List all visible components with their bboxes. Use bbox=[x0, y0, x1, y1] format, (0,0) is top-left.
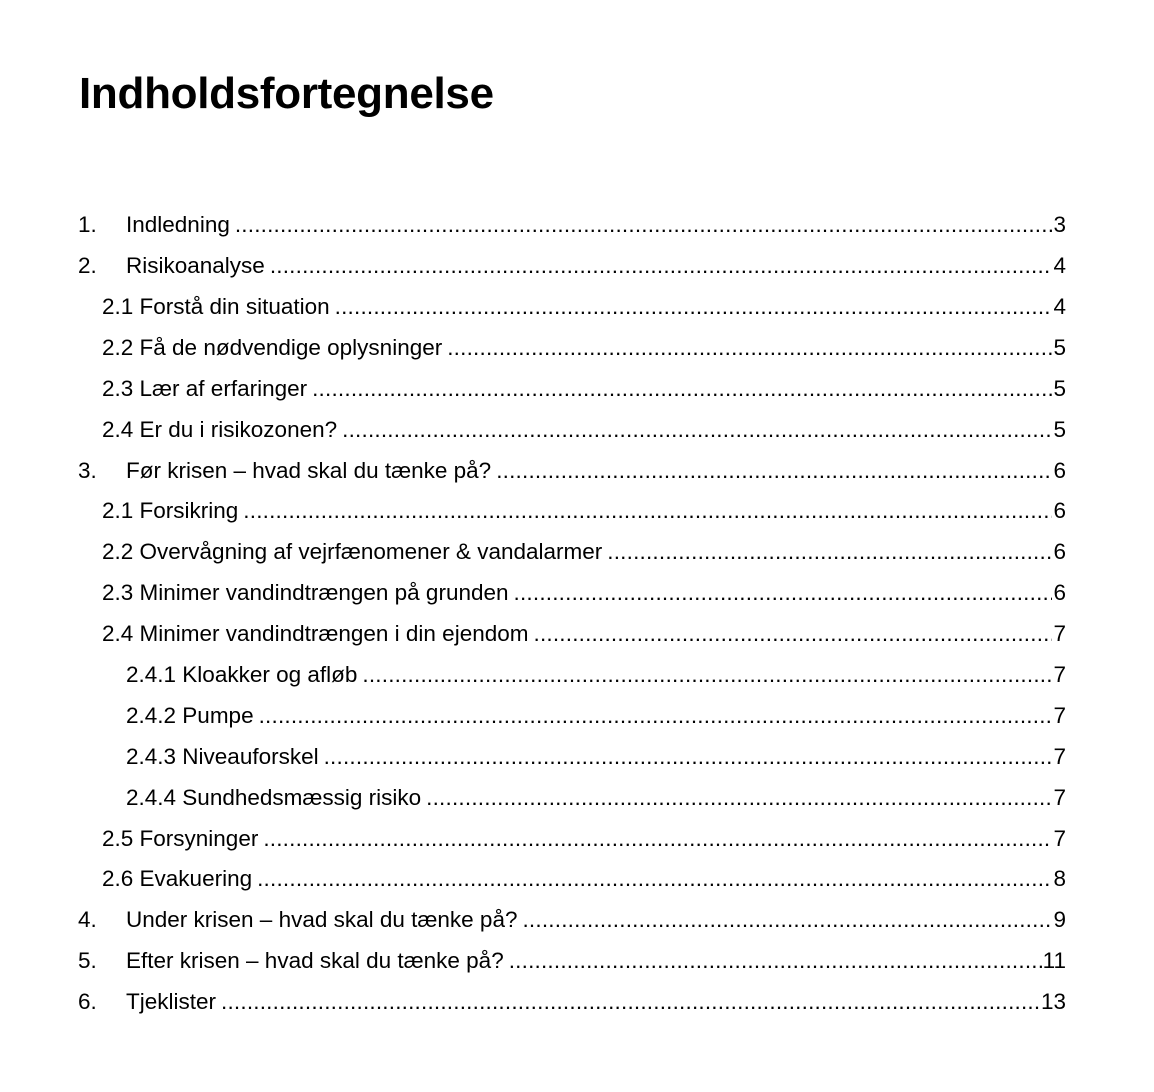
toc-entry[interactable] bbox=[0, 655, 1154, 696]
toc-entry[interactable] bbox=[0, 818, 1154, 859]
toc-entry-page-number: 7 bbox=[1053, 702, 1066, 728]
toc-entry-label: 2.4.3 Niveauforskel bbox=[126, 743, 319, 769]
toc-entry[interactable] bbox=[0, 573, 1154, 614]
toc-entry-number: 6. bbox=[78, 989, 97, 1015]
toc-entry-page-number: 11 bbox=[1042, 948, 1066, 974]
toc-entry-label: Efter krisen – hvad skal du tænke på? bbox=[126, 948, 504, 974]
toc-entry-page-number: 5 bbox=[1053, 375, 1066, 401]
dot-leader bbox=[324, 746, 1053, 769]
toc-entry[interactable] bbox=[0, 409, 1154, 450]
toc-entry-page-number: 8 bbox=[1053, 866, 1066, 892]
dot-leader bbox=[312, 378, 1052, 401]
toc-entry[interactable] bbox=[0, 859, 1154, 900]
toc-entry-label: 2.2 Overvågning af vejrfænomener & vandalarmer bbox=[102, 539, 603, 565]
toc-entry[interactable] bbox=[0, 777, 1154, 818]
toc-entry[interactable] bbox=[0, 287, 1154, 328]
dot-leader bbox=[342, 419, 1052, 442]
dot-leader bbox=[263, 828, 1052, 851]
toc-entry[interactable] bbox=[0, 614, 1154, 655]
toc-entry-label: 2.4.2 Pumpe bbox=[126, 702, 254, 728]
toc-entry[interactable] bbox=[0, 246, 1154, 287]
toc-entry[interactable] bbox=[0, 982, 1154, 1023]
toc-entry-label: 2.6 Evakuering bbox=[102, 866, 253, 892]
dot-leader bbox=[447, 337, 1052, 360]
toc-entry-number: 4. bbox=[78, 907, 97, 933]
dot-leader bbox=[235, 214, 1053, 237]
dot-leader bbox=[362, 664, 1052, 687]
toc-entry-label: 2.3 Lær af erfaringer bbox=[102, 375, 308, 401]
dot-leader bbox=[221, 991, 1040, 1014]
dot-leader bbox=[259, 705, 1053, 728]
dot-leader bbox=[509, 950, 1042, 973]
toc-entry-page-number: 4 bbox=[1053, 253, 1066, 279]
dot-leader bbox=[426, 787, 1052, 810]
toc-entry-page-number: 7 bbox=[1053, 661, 1066, 687]
toc-entry-label: 2.4 Er du i risikozonen? bbox=[102, 416, 338, 442]
toc-entry-page-number: 3 bbox=[1053, 212, 1066, 238]
dot-leader bbox=[514, 582, 1053, 605]
toc-entry-page-number: 6 bbox=[1053, 498, 1066, 524]
toc-entry-label: Indledning bbox=[126, 212, 230, 238]
toc-entry[interactable] bbox=[0, 900, 1154, 941]
toc-entry-page-number: 6 bbox=[1053, 580, 1066, 606]
toc-entry[interactable] bbox=[0, 491, 1154, 532]
toc-entry-number: 3. bbox=[78, 457, 97, 483]
toc-entry-label: Tjeklister bbox=[126, 989, 217, 1015]
table-of-contents bbox=[0, 205, 1154, 1023]
toc-entry[interactable] bbox=[0, 205, 1154, 246]
toc-entry-label: 2.2 Få de nødvendige oplysninger bbox=[102, 334, 443, 360]
toc-entry-number: 5. bbox=[78, 948, 97, 974]
toc-entry-label: Risikoanalyse bbox=[126, 253, 265, 279]
dot-leader bbox=[257, 868, 1052, 891]
toc-entry[interactable] bbox=[0, 941, 1154, 982]
dot-leader bbox=[522, 909, 1052, 932]
toc-entry-label: 2.4.4 Sundhedsmæssig risiko bbox=[126, 784, 422, 810]
toc-entry-number: 2. bbox=[78, 253, 97, 279]
toc-entry-page-number: 6 bbox=[1053, 539, 1066, 565]
toc-entry-page-number: 4 bbox=[1053, 293, 1066, 319]
toc-entry-label: 2.5 Forsyninger bbox=[102, 825, 259, 851]
toc-entry[interactable] bbox=[0, 450, 1154, 491]
toc-entry[interactable] bbox=[0, 532, 1154, 573]
toc-entry-label: 2.3 Minimer vandindtrængen på grunden bbox=[102, 580, 509, 606]
toc-entry-number: 1. bbox=[78, 212, 97, 238]
toc-entry-page-number: 13 bbox=[1040, 989, 1066, 1015]
page-title: Indholdsfortegnelse bbox=[79, 69, 494, 118]
toc-entry-label: Under krisen – hvad skal du tænke på? bbox=[126, 907, 518, 933]
toc-entry-page-number: 9 bbox=[1053, 907, 1066, 933]
toc-entry-page-number: 7 bbox=[1053, 825, 1066, 851]
dot-leader bbox=[534, 623, 1053, 646]
dot-leader bbox=[335, 296, 1053, 319]
dot-leader bbox=[496, 460, 1052, 483]
toc-entry-label: 2.1 Forstå din situation bbox=[102, 293, 330, 319]
dot-leader bbox=[243, 500, 1052, 523]
toc-entry-label: 2.1 Forsikring bbox=[102, 498, 239, 524]
toc-entry-page-number: 5 bbox=[1053, 334, 1066, 360]
toc-entry-page-number: 6 bbox=[1053, 457, 1066, 483]
toc-entry[interactable] bbox=[0, 328, 1154, 369]
toc-entry-page-number: 7 bbox=[1053, 784, 1066, 810]
toc-entry[interactable] bbox=[0, 737, 1154, 778]
toc-entry-page-number: 7 bbox=[1053, 621, 1066, 647]
toc-entry-label: 2.4.1 Kloakker og afløb bbox=[126, 661, 358, 687]
dot-leader bbox=[270, 255, 1053, 278]
toc-entry-page-number: 7 bbox=[1053, 743, 1066, 769]
toc-entry-page-number: 5 bbox=[1053, 416, 1066, 442]
toc-entry-label: 2.4 Minimer vandindtrængen i din ejendom bbox=[102, 621, 529, 647]
dot-leader bbox=[607, 541, 1052, 564]
toc-entry[interactable] bbox=[0, 369, 1154, 410]
toc-entry-label: Før krisen – hvad skal du tænke på? bbox=[126, 457, 492, 483]
toc-entry[interactable] bbox=[0, 696, 1154, 737]
